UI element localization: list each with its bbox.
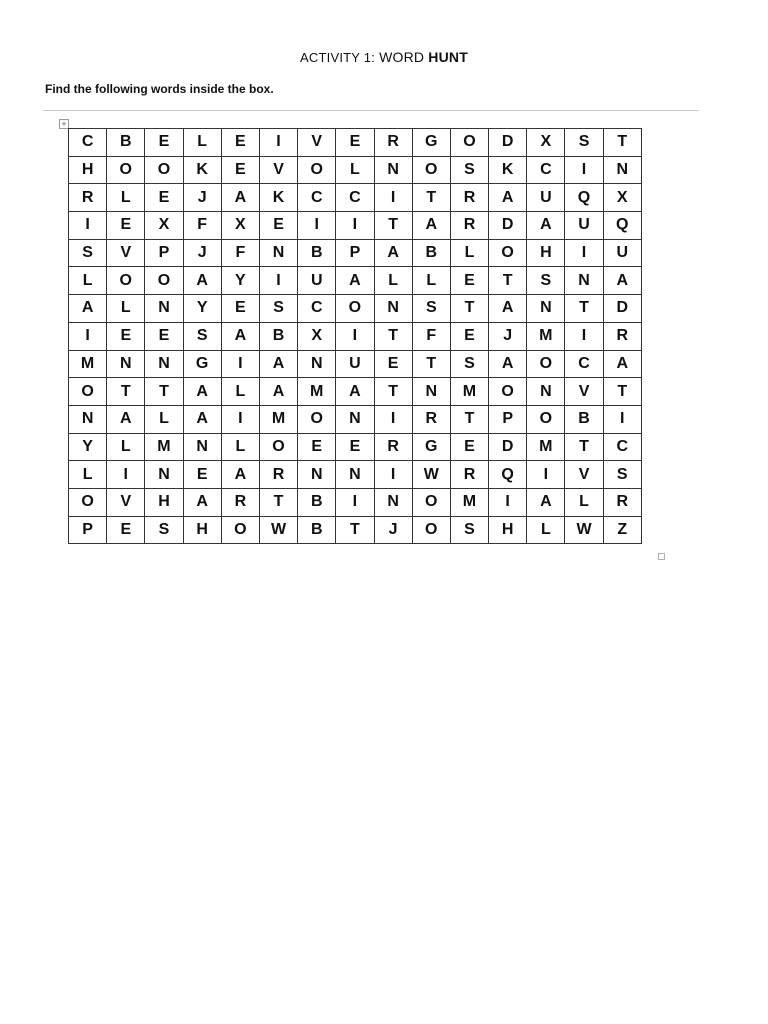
grid-cell: I bbox=[603, 405, 641, 433]
grid-cell: V bbox=[107, 488, 145, 516]
grid-cell: B bbox=[298, 239, 336, 267]
grid-cell: F bbox=[183, 212, 221, 240]
grid-cell: G bbox=[412, 129, 450, 157]
grid-cell: R bbox=[603, 322, 641, 350]
grid-cell: O bbox=[107, 267, 145, 295]
grid-cell: G bbox=[183, 350, 221, 378]
grid-cell: O bbox=[489, 378, 527, 406]
grid-cell: Q bbox=[489, 461, 527, 489]
grid-cell: R bbox=[450, 184, 488, 212]
grid-cell: I bbox=[374, 461, 412, 489]
grid-cell: N bbox=[527, 378, 565, 406]
grid-cell: A bbox=[489, 350, 527, 378]
grid-row bbox=[69, 461, 642, 489]
grid-cell: P bbox=[489, 405, 527, 433]
grid-cell: K bbox=[259, 184, 297, 212]
grid-row bbox=[69, 488, 642, 516]
grid-cell: L bbox=[69, 267, 107, 295]
grid-cell: S bbox=[69, 239, 107, 267]
grid-cell: N bbox=[336, 461, 374, 489]
grid-cell: I bbox=[336, 488, 374, 516]
grid-cell: J bbox=[183, 239, 221, 267]
grid-cell: O bbox=[336, 295, 374, 323]
word-search-grid bbox=[68, 128, 642, 544]
grid-cell: E bbox=[145, 184, 183, 212]
grid-cell: A bbox=[221, 461, 259, 489]
grid-cell: C bbox=[298, 184, 336, 212]
grid-cell: A bbox=[412, 212, 450, 240]
grid-cell: E bbox=[183, 461, 221, 489]
grid-cell: U bbox=[603, 239, 641, 267]
grid-cell: I bbox=[565, 239, 603, 267]
grid-cell: V bbox=[259, 156, 297, 184]
grid-cell: L bbox=[221, 378, 259, 406]
grid-cell: S bbox=[450, 156, 488, 184]
grid-cell: N bbox=[336, 405, 374, 433]
grid-cell: K bbox=[489, 156, 527, 184]
table-move-handle-icon[interactable]: + bbox=[59, 119, 69, 129]
grid-cell: B bbox=[259, 322, 297, 350]
grid-cell: N bbox=[374, 156, 412, 184]
grid-cell: A bbox=[527, 212, 565, 240]
grid-cell: C bbox=[603, 433, 641, 461]
grid-cell: B bbox=[412, 239, 450, 267]
grid-cell: O bbox=[69, 378, 107, 406]
grid-cell: B bbox=[107, 129, 145, 157]
grid-cell: C bbox=[69, 129, 107, 157]
grid-row bbox=[69, 378, 642, 406]
grid-cell: T bbox=[565, 433, 603, 461]
grid-cell: X bbox=[527, 129, 565, 157]
grid-cell: J bbox=[489, 322, 527, 350]
grid-cell: C bbox=[565, 350, 603, 378]
grid-cell: T bbox=[374, 212, 412, 240]
grid-cell: L bbox=[336, 156, 374, 184]
grid-row bbox=[69, 156, 642, 184]
grid-row bbox=[69, 184, 642, 212]
grid-cell: I bbox=[69, 212, 107, 240]
grid-cell: T bbox=[412, 350, 450, 378]
grid-cell: B bbox=[298, 516, 336, 544]
grid-cell: D bbox=[489, 433, 527, 461]
grid-cell: S bbox=[565, 129, 603, 157]
grid-cell: Q bbox=[565, 184, 603, 212]
grid-cell: J bbox=[374, 516, 412, 544]
grid-cell: X bbox=[145, 212, 183, 240]
grid-row bbox=[69, 212, 642, 240]
grid-cell: N bbox=[298, 461, 336, 489]
grid-cell: Q bbox=[603, 212, 641, 240]
grid-cell: M bbox=[259, 405, 297, 433]
grid-cell: A bbox=[183, 405, 221, 433]
grid-cell: N bbox=[603, 156, 641, 184]
grid-cell: R bbox=[603, 488, 641, 516]
grid-cell: C bbox=[527, 156, 565, 184]
grid-cell: R bbox=[69, 184, 107, 212]
grid-cell: S bbox=[412, 295, 450, 323]
grid-row bbox=[69, 267, 642, 295]
grid-cell: N bbox=[565, 267, 603, 295]
grid-cell: P bbox=[69, 516, 107, 544]
grid-cell: O bbox=[221, 516, 259, 544]
grid-cell: H bbox=[527, 239, 565, 267]
grid-cell: X bbox=[221, 212, 259, 240]
grid-cell: E bbox=[221, 295, 259, 323]
grid-cell: R bbox=[450, 461, 488, 489]
grid-cell: O bbox=[412, 156, 450, 184]
grid-cell: A bbox=[374, 239, 412, 267]
grid-cell: O bbox=[527, 350, 565, 378]
grid-cell: T bbox=[412, 184, 450, 212]
grid-row bbox=[69, 405, 642, 433]
grid-cell: N bbox=[527, 295, 565, 323]
grid-cell: S bbox=[450, 350, 488, 378]
grid-cell: Z bbox=[603, 516, 641, 544]
grid-cell: Y bbox=[183, 295, 221, 323]
grid-cell: O bbox=[298, 156, 336, 184]
grid-cell: M bbox=[527, 322, 565, 350]
grid-cell: E bbox=[336, 129, 374, 157]
grid-cell: E bbox=[221, 156, 259, 184]
grid-cell: I bbox=[298, 212, 336, 240]
grid-cell: O bbox=[412, 488, 450, 516]
grid-row bbox=[69, 322, 642, 350]
grid-cell: R bbox=[450, 212, 488, 240]
grid-cell: M bbox=[450, 488, 488, 516]
grid-row bbox=[69, 239, 642, 267]
grid-cell: G bbox=[412, 433, 450, 461]
grid-cell: L bbox=[527, 516, 565, 544]
grid-cell: L bbox=[107, 295, 145, 323]
grid-cell: I bbox=[565, 322, 603, 350]
grid-cell: E bbox=[374, 350, 412, 378]
grid-cell: T bbox=[107, 378, 145, 406]
grid-cell: T bbox=[489, 267, 527, 295]
grid-cell: X bbox=[603, 184, 641, 212]
grid-cell: W bbox=[412, 461, 450, 489]
grid-cell: L bbox=[145, 405, 183, 433]
grid-cell: O bbox=[450, 129, 488, 157]
grid-cell: O bbox=[412, 516, 450, 544]
grid-cell: A bbox=[489, 184, 527, 212]
grid-cell: I bbox=[527, 461, 565, 489]
grid-cell: E bbox=[298, 433, 336, 461]
instruction-text: Find the following words inside the box. bbox=[45, 82, 274, 96]
grid-cell: O bbox=[107, 156, 145, 184]
grid-cell: O bbox=[145, 156, 183, 184]
grid-cell: W bbox=[259, 516, 297, 544]
grid-cell: S bbox=[527, 267, 565, 295]
grid-cell: E bbox=[336, 433, 374, 461]
grid-cell: I bbox=[374, 184, 412, 212]
grid-cell: O bbox=[259, 433, 297, 461]
grid-cell: T bbox=[603, 129, 641, 157]
title-prefix: ACTIVITY 1: bbox=[300, 50, 375, 65]
grid-cell: B bbox=[565, 405, 603, 433]
grid-cell: E bbox=[450, 433, 488, 461]
grid-cell: O bbox=[527, 405, 565, 433]
grid-cell: I bbox=[374, 405, 412, 433]
grid-cell: O bbox=[69, 488, 107, 516]
grid-cell: L bbox=[374, 267, 412, 295]
grid-cell: N bbox=[259, 239, 297, 267]
grid-cell: T bbox=[374, 378, 412, 406]
grid-cell: D bbox=[489, 129, 527, 157]
grid-cell: K bbox=[183, 156, 221, 184]
grid-cell: I bbox=[221, 405, 259, 433]
grid-cell: A bbox=[527, 488, 565, 516]
grid-cell: O bbox=[145, 267, 183, 295]
grid-cell: R bbox=[412, 405, 450, 433]
grid-cell: V bbox=[565, 461, 603, 489]
grid-cell: T bbox=[450, 295, 488, 323]
grid-cell: A bbox=[603, 267, 641, 295]
grid-cell: L bbox=[107, 433, 145, 461]
grid-cell: A bbox=[221, 322, 259, 350]
grid-cell: E bbox=[145, 322, 183, 350]
grid-row bbox=[69, 516, 642, 544]
grid-cell: V bbox=[298, 129, 336, 157]
grid-cell: A bbox=[489, 295, 527, 323]
grid-cell: H bbox=[145, 488, 183, 516]
grid-cell: S bbox=[183, 322, 221, 350]
grid-cell: M bbox=[450, 378, 488, 406]
grid-cell: A bbox=[603, 350, 641, 378]
grid-cell: E bbox=[450, 267, 488, 295]
grid-cell: I bbox=[336, 212, 374, 240]
grid-cell: E bbox=[107, 212, 145, 240]
grid-cell: E bbox=[259, 212, 297, 240]
grid-cell: O bbox=[298, 405, 336, 433]
grid-cell: U bbox=[336, 350, 374, 378]
grid-cell: T bbox=[565, 295, 603, 323]
grid-cell: I bbox=[336, 322, 374, 350]
grid-cell: C bbox=[336, 184, 374, 212]
grid-cell: R bbox=[374, 129, 412, 157]
grid-cell: E bbox=[221, 129, 259, 157]
grid-cell: N bbox=[183, 433, 221, 461]
grid-cell: L bbox=[69, 461, 107, 489]
grid-cell: T bbox=[259, 488, 297, 516]
grid-cell: F bbox=[221, 239, 259, 267]
grid-cell: E bbox=[450, 322, 488, 350]
grid-cell: N bbox=[107, 350, 145, 378]
grid-cell: V bbox=[565, 378, 603, 406]
divider bbox=[43, 110, 698, 111]
title-hunt: HUNT bbox=[428, 49, 468, 65]
page-title bbox=[0, 49, 768, 65]
grid-cell: H bbox=[489, 516, 527, 544]
grid-cell: T bbox=[374, 322, 412, 350]
grid-cell: A bbox=[336, 378, 374, 406]
grid-cell: F bbox=[412, 322, 450, 350]
grid-cell: T bbox=[336, 516, 374, 544]
grid-cell: P bbox=[145, 239, 183, 267]
grid-row bbox=[69, 350, 642, 378]
grid-cell: L bbox=[412, 267, 450, 295]
grid-cell: E bbox=[145, 129, 183, 157]
grid-cell: J bbox=[183, 184, 221, 212]
grid-cell: L bbox=[183, 129, 221, 157]
grid-cell: T bbox=[145, 378, 183, 406]
grid-cell: L bbox=[107, 184, 145, 212]
grid-cell: M bbox=[298, 378, 336, 406]
grid-cell: N bbox=[145, 295, 183, 323]
grid-cell: I bbox=[259, 267, 297, 295]
grid-cell: N bbox=[374, 295, 412, 323]
grid-cell: N bbox=[69, 405, 107, 433]
grid-cell: N bbox=[412, 378, 450, 406]
grid-cell: A bbox=[183, 488, 221, 516]
grid-cell: A bbox=[107, 405, 145, 433]
grid-cell: A bbox=[259, 378, 297, 406]
grid-cell: A bbox=[221, 184, 259, 212]
grid-cell: I bbox=[107, 461, 145, 489]
grid-cell: E bbox=[107, 322, 145, 350]
grid-cell: T bbox=[450, 405, 488, 433]
grid-cell: O bbox=[489, 239, 527, 267]
grid-cell: R bbox=[221, 488, 259, 516]
grid-cell: S bbox=[145, 516, 183, 544]
grid-cell: Y bbox=[221, 267, 259, 295]
grid-cell: L bbox=[450, 239, 488, 267]
grid-cell: S bbox=[259, 295, 297, 323]
grid-cell: U bbox=[527, 184, 565, 212]
grid-cell: R bbox=[259, 461, 297, 489]
grid-cell: N bbox=[298, 350, 336, 378]
grid-cell: I bbox=[259, 129, 297, 157]
grid-cell: I bbox=[489, 488, 527, 516]
grid-cell: I bbox=[69, 322, 107, 350]
grid-cell: U bbox=[565, 212, 603, 240]
grid-cell: X bbox=[298, 322, 336, 350]
grid-cell: N bbox=[374, 488, 412, 516]
grid-cell: N bbox=[145, 461, 183, 489]
grid-cell: A bbox=[183, 267, 221, 295]
grid-cell: M bbox=[527, 433, 565, 461]
grid-row bbox=[69, 129, 642, 157]
grid-cell: L bbox=[221, 433, 259, 461]
grid-cell: A bbox=[259, 350, 297, 378]
grid-cell: A bbox=[336, 267, 374, 295]
title-word: WORD bbox=[379, 49, 425, 65]
grid-cell: S bbox=[603, 461, 641, 489]
grid-cell: W bbox=[565, 516, 603, 544]
grid-cell: H bbox=[183, 516, 221, 544]
grid-cell: E bbox=[107, 516, 145, 544]
grid-cell: M bbox=[69, 350, 107, 378]
grid-cell: I bbox=[221, 350, 259, 378]
grid-cell: T bbox=[603, 378, 641, 406]
grid-cell: A bbox=[69, 295, 107, 323]
grid-cell: Y bbox=[69, 433, 107, 461]
grid-cell: C bbox=[298, 295, 336, 323]
grid-cell: N bbox=[145, 350, 183, 378]
grid-row bbox=[69, 295, 642, 323]
grid-cell: U bbox=[298, 267, 336, 295]
grid-cell: M bbox=[145, 433, 183, 461]
grid-cell: P bbox=[336, 239, 374, 267]
grid-cell: L bbox=[565, 488, 603, 516]
table-resize-handle-icon[interactable] bbox=[658, 553, 665, 560]
grid-cell: D bbox=[603, 295, 641, 323]
grid-row bbox=[69, 433, 642, 461]
grid-cell: I bbox=[565, 156, 603, 184]
grid-cell: B bbox=[298, 488, 336, 516]
grid-cell: S bbox=[450, 516, 488, 544]
grid-cell: R bbox=[374, 433, 412, 461]
grid-cell: V bbox=[107, 239, 145, 267]
grid-cell: H bbox=[69, 156, 107, 184]
grid-cell: D bbox=[489, 212, 527, 240]
grid-cell: A bbox=[183, 378, 221, 406]
